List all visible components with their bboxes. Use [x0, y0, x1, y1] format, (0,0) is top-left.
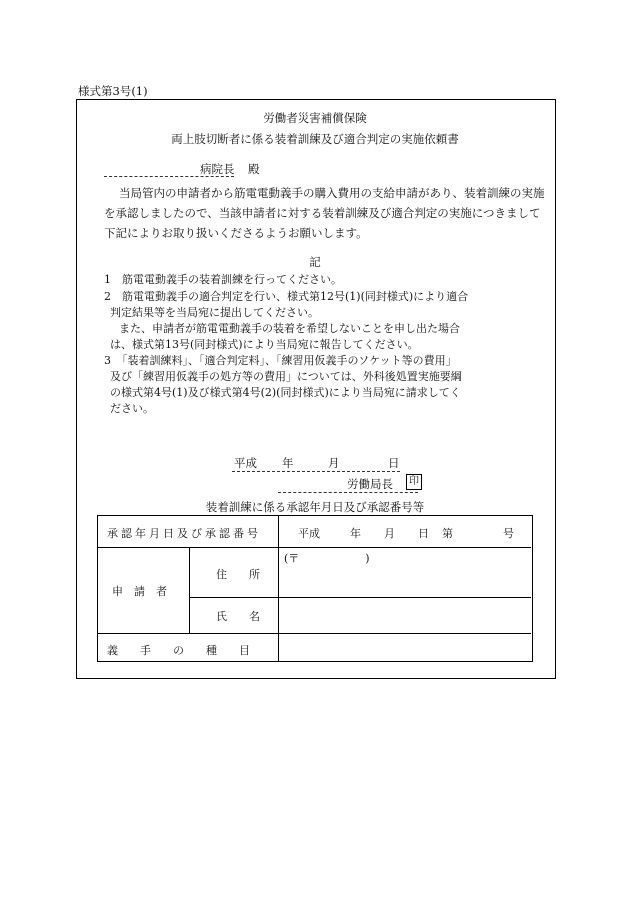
- form-number: 様式第3号(1): [78, 84, 148, 98]
- issuer-title: 労働局長: [347, 477, 393, 491]
- request-body-line: を承認しましたので、当該申請者に対する装着訓練及び適合判定の実施につきまして: [104, 206, 541, 220]
- addressee-honorific: 殿: [248, 162, 260, 176]
- table-col-divider: [278, 516, 279, 633]
- approval-year: 年: [350, 527, 361, 540]
- document-title: 両上肢切断者に係る装着訓練及び適合判定の実施依頼書: [171, 132, 459, 146]
- item-1: 1 筋電電動義手の装着訓練を行ってください。: [104, 273, 342, 286]
- approval-era: 平成: [298, 527, 320, 540]
- ki-heading: 記: [309, 255, 321, 269]
- title-line-1: 労働者災害補償保険: [263, 111, 367, 125]
- item-2-line: 2 筋電電動義手の適合判定を行い、様式第12号(1)(同封様式)により適合: [104, 290, 469, 303]
- table-row-divider: [98, 633, 531, 634]
- applicant-label: 申 請 者: [112, 585, 167, 598]
- table-col-divider: [189, 547, 190, 633]
- item-3-line: 及び「練習用仮義手の処方等の費用」については、外科後処置実施要綱: [110, 370, 462, 383]
- approval-go: 号: [503, 527, 514, 540]
- seal-stamp: 印: [406, 474, 422, 490]
- table-row-divider: [98, 547, 531, 548]
- item-3-line: ださい。: [110, 402, 154, 415]
- approval-month: 月: [384, 527, 395, 540]
- date-blank-line: [232, 457, 400, 472]
- approval-dai: 第: [442, 527, 453, 540]
- table-caption: 装着訓練に係る承認年月日及び承認番号等: [205, 500, 425, 514]
- item-2-line: は、様式第13号(同封様式)により当局宛に報告してください。: [110, 338, 419, 351]
- approval-label: 承認年月日及び承認番号: [107, 527, 261, 540]
- item-2-line: 判定結果等を当局宛に提出してください。: [110, 306, 319, 319]
- date-day: 日: [388, 456, 400, 470]
- date-year: 年: [282, 456, 294, 470]
- approval-table: [97, 515, 533, 662]
- item-3-line: 3 「装着訓練料」、「適合判定料」、「練習用仮義手のソケット等の費用」: [104, 354, 457, 367]
- date-month: 月: [328, 456, 340, 470]
- prosthesis-type-label: 義 手 の 種 目: [107, 644, 250, 657]
- address-postal-code: (〒 ): [284, 552, 370, 565]
- table-col-divider: [278, 633, 279, 661]
- item-3-line: の様式第4号(1)及び様式第4号(2)(同封様式)により当局宛に請求してく: [110, 386, 461, 399]
- name-label: 氏 名: [216, 610, 260, 623]
- approval-day: 日: [418, 527, 429, 540]
- address-label: 住 所: [216, 568, 260, 581]
- table-row-divider: [189, 597, 531, 598]
- addressee-name: 病院長: [200, 162, 235, 176]
- item-2-line: また、申請者が筋電電動義手の装着を希望しないことを申し出た場合: [119, 322, 460, 335]
- request-body-line: 下記によりお取り扱いくださるようお願いします。: [104, 226, 368, 240]
- date-era: 平成: [234, 456, 257, 470]
- request-body-line: 当局管内の申請者から筋電電動義手の購入費用の支給申請があり、装着訓練の実施: [119, 186, 545, 200]
